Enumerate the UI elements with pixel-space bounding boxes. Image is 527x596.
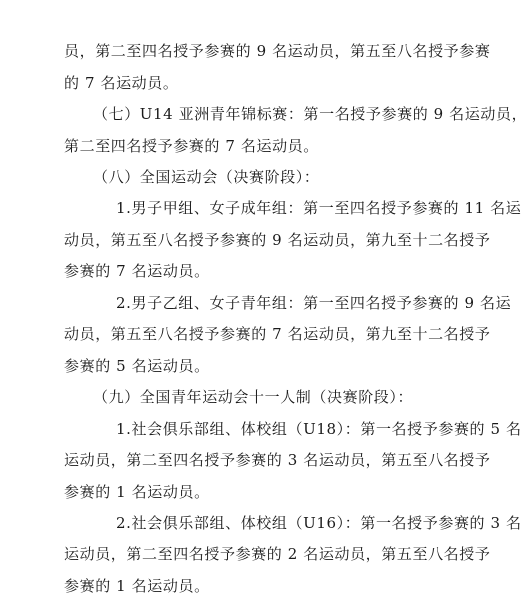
section-heading-seven: （七）U14 亚洲青年锦标赛：第一名授予参赛的 9 名运动员，	[93, 105, 527, 123]
text-line: 1.社会俱乐部组、体校组（U18）：第一名授予参赛的 5 名	[116, 420, 522, 438]
text-line: 的 7 名运动员。	[64, 74, 179, 92]
text-line: 员，第二至四名授予参赛的 9 名运动员，第五至八名授予参赛	[64, 42, 491, 60]
text-line: 参赛的 5 名运动员。	[64, 357, 210, 375]
text-line: 运动员，第二至四名授予参赛的 3 名运动员，第五至八名授予	[64, 451, 491, 469]
text-line: 参赛的 1 名运动员。	[64, 577, 210, 595]
section-heading-nine: （九）全国青年运动会十一人制（决赛阶段）：	[93, 388, 414, 406]
section-heading-eight: （八）全国运动会（决赛阶段）：	[93, 168, 320, 186]
text-line: 参赛的 1 名运动员。	[64, 483, 210, 501]
text-line: 1.男子甲组、女子成年组：第一至四名授予参赛的 11 名运	[116, 199, 522, 217]
text-line: 参赛的 7 名运动员。	[64, 262, 210, 280]
text-line: 2.社会俱乐部组、体校组（U16）：第一名授予参赛的 3 名	[116, 514, 522, 532]
text-line: 运动员，第二至四名授予参赛的 2 名运动员，第五至八名授予	[64, 545, 491, 563]
text-line: 动员，第五至八名授予参赛的 7 名运动员，第九至十二名授予	[64, 325, 491, 343]
text-line: 动员，第五至八名授予参赛的 9 名运动员，第九至十二名授予	[64, 231, 491, 249]
text-line: 第二至四名授予参赛的 7 名运动员。	[64, 137, 319, 155]
text-line: 2.男子乙组、女子青年组：第一至四名授予参赛的 9 名运	[116, 294, 512, 312]
